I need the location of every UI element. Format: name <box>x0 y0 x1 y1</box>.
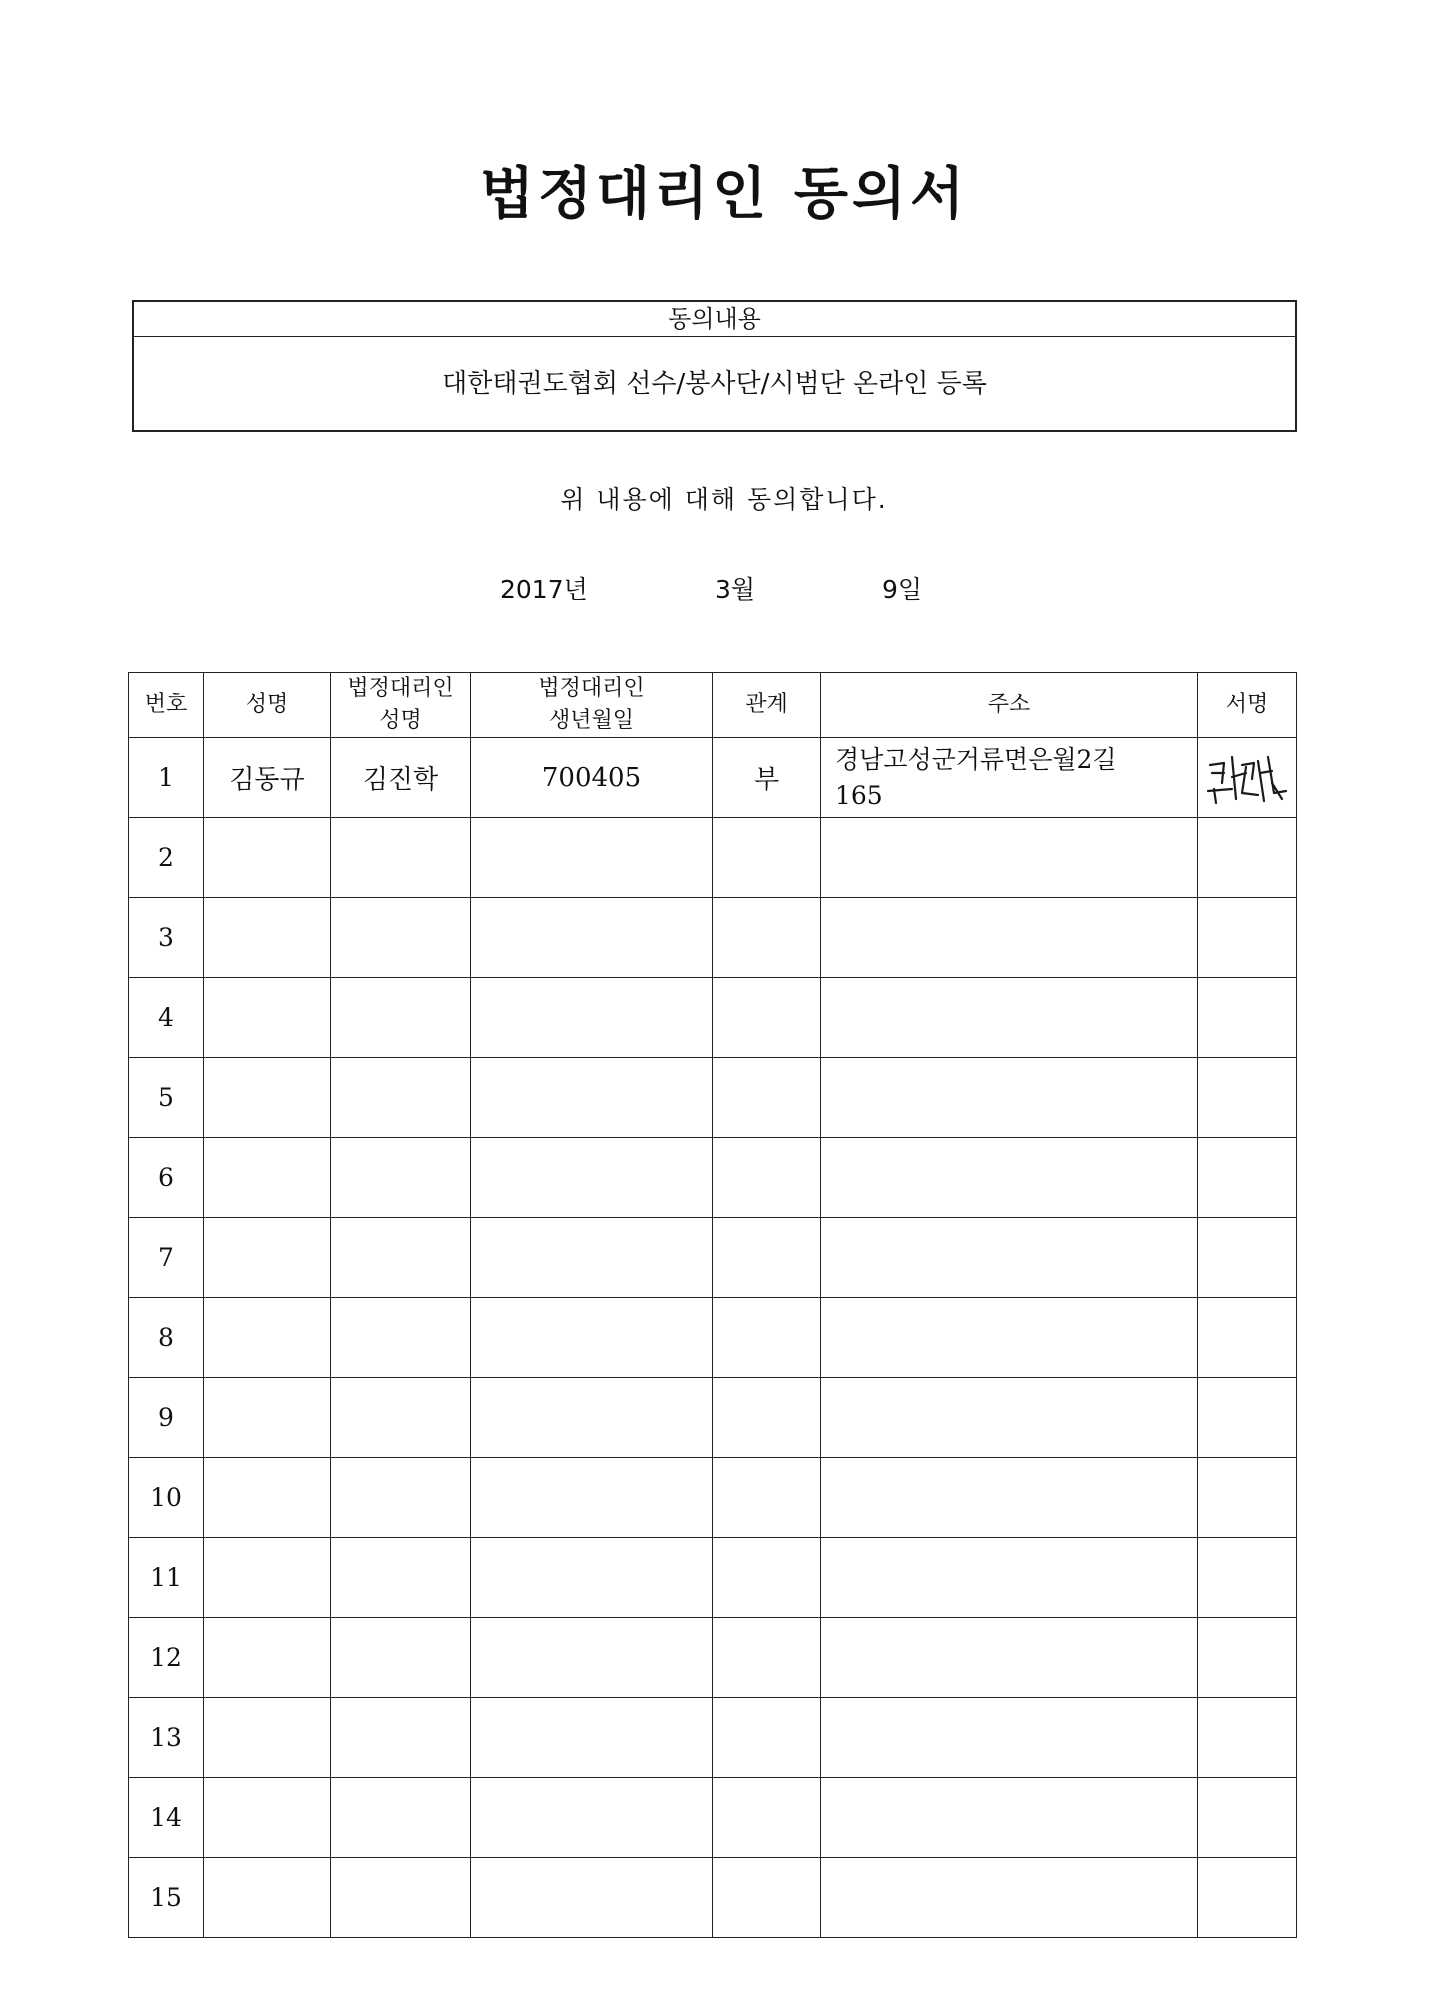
consent-header: 동의내용 <box>134 302 1295 337</box>
guardian-table <box>128 672 1297 1938</box>
row-relation <box>713 1618 821 1698</box>
header-address: 주소 <box>821 673 1198 738</box>
signature-stroke <box>1208 789 1232 803</box>
row-number: 6 <box>129 1138 204 1218</box>
row-number: 9 <box>129 1378 204 1458</box>
row-address <box>821 1858 1198 1938</box>
date-month: 3월 <box>715 575 756 604</box>
row-signature <box>1198 1298 1297 1378</box>
row-guardian-birth <box>471 1778 713 1858</box>
consent-body: 대한태권도협회 선수/봉사단/시범단 온라인 등록 <box>442 369 987 399</box>
table-row <box>129 1858 1297 1938</box>
row-name <box>204 1138 331 1218</box>
row-signature <box>1198 898 1297 978</box>
row-address-line2: 165 <box>835 780 883 810</box>
row-relation <box>713 1778 821 1858</box>
row-name <box>204 1698 331 1778</box>
row-guardian-name <box>331 1698 471 1778</box>
row-address <box>821 1378 1198 1458</box>
row-address <box>821 1218 1198 1298</box>
signature-stroke <box>1268 757 1286 799</box>
row-guardian-name <box>331 1218 471 1298</box>
agree-statement: 위 내용에 대해 동의합니다. <box>560 485 888 514</box>
row-guardian-birth <box>471 978 713 1058</box>
row-guardian-name <box>331 898 471 978</box>
row-number: 13 <box>129 1698 204 1778</box>
table-row <box>129 1458 1297 1538</box>
row-number: 10 <box>129 1458 204 1538</box>
row-address-line1: 경남고성군거류면은월2길 <box>835 744 1117 774</box>
row-name: 김동규 <box>204 738 331 818</box>
row-relation <box>713 1858 821 1938</box>
consent-box <box>132 300 1297 432</box>
row-relation <box>713 1698 821 1778</box>
header-guardian-name <box>331 673 471 738</box>
row-guardian-birth <box>471 818 713 898</box>
date-year: 2017년 <box>500 575 588 604</box>
date-day: 9일 <box>882 575 923 604</box>
row-signature <box>1198 1138 1297 1218</box>
row-signature <box>1198 1458 1297 1538</box>
table-row <box>129 1058 1297 1138</box>
row-address <box>821 1778 1198 1858</box>
row-number: 2 <box>129 818 204 898</box>
row-signature <box>1198 1618 1297 1698</box>
row-signature <box>1198 978 1297 1058</box>
document-title: 법정대리인 동의서 <box>479 161 969 227</box>
row-guardian-name <box>331 1138 471 1218</box>
row-signature <box>1198 1218 1297 1298</box>
table-row <box>129 1378 1297 1458</box>
row-relation <box>713 1538 821 1618</box>
row-guardian-name <box>331 1378 471 1458</box>
table-row <box>129 738 1297 818</box>
row-guardian-birth: 700405 <box>471 738 713 818</box>
table-header-row <box>129 673 1297 738</box>
row-guardian-name <box>331 1458 471 1538</box>
table-row <box>129 818 1297 898</box>
row-address <box>821 738 1198 818</box>
row-guardian-name <box>331 1298 471 1378</box>
row-name <box>204 818 331 898</box>
row-relation <box>713 1298 821 1378</box>
row-signature <box>1198 1698 1297 1778</box>
row-address <box>821 1138 1198 1218</box>
row-guardian-birth <box>471 1618 713 1698</box>
row-name <box>204 1378 331 1458</box>
row-number: 3 <box>129 898 204 978</box>
row-signature <box>1198 1058 1297 1138</box>
header-guardian-name-line1: 법정대리인 <box>347 676 454 701</box>
table-row <box>129 1778 1297 1858</box>
table-row <box>129 1618 1297 1698</box>
table-row <box>129 978 1297 1058</box>
row-signature <box>1198 1378 1297 1458</box>
row-guardian-name <box>331 818 471 898</box>
row-guardian-birth <box>471 898 713 978</box>
header-guardian-birth <box>471 673 713 738</box>
row-address <box>821 1298 1198 1378</box>
row-guardian-birth <box>471 1858 713 1938</box>
row-guardian-birth <box>471 1298 713 1378</box>
row-guardian-name <box>331 978 471 1058</box>
row-name <box>204 978 331 1058</box>
row-name <box>204 1538 331 1618</box>
row-name <box>204 1058 331 1138</box>
row-guardian-birth <box>471 1458 713 1538</box>
header-signature: 서명 <box>1198 673 1297 738</box>
row-relation <box>713 978 821 1058</box>
row-number: 5 <box>129 1058 204 1138</box>
row-number: 15 <box>129 1858 204 1938</box>
row-address <box>821 898 1198 978</box>
table-row <box>129 1298 1297 1378</box>
row-guardian-birth <box>471 1218 713 1298</box>
row-signature <box>1198 1858 1297 1938</box>
header-name: 성명 <box>204 673 331 738</box>
row-relation <box>713 1378 821 1458</box>
row-relation <box>713 818 821 898</box>
row-address <box>821 1698 1198 1778</box>
row-guardian-birth <box>471 1378 713 1458</box>
row-name <box>204 1858 331 1938</box>
row-address <box>821 818 1198 898</box>
row-number: 7 <box>129 1218 204 1298</box>
row-relation: 부 <box>713 738 821 818</box>
row-relation <box>713 1138 821 1218</box>
header-guardian-name-line2: 성명 <box>379 708 422 733</box>
row-address <box>821 1458 1198 1538</box>
row-relation <box>713 898 821 978</box>
row-guardian-name <box>331 1058 471 1138</box>
header-guardian-birth-line1: 법정대리인 <box>538 676 645 701</box>
row-address <box>821 1538 1198 1618</box>
row-address <box>821 978 1198 1058</box>
row-guardian-name <box>331 1858 471 1938</box>
row-guardian-name <box>331 1778 471 1858</box>
row-name <box>204 1618 331 1698</box>
table-row <box>129 898 1297 978</box>
signature-stroke <box>1210 763 1224 783</box>
row-guardian-birth <box>471 1138 713 1218</box>
row-guardian-birth <box>471 1698 713 1778</box>
header-no: 번호 <box>129 673 204 738</box>
table-row <box>129 1698 1297 1778</box>
row-signature <box>1198 818 1297 898</box>
table-row <box>129 1538 1297 1618</box>
row-name <box>204 1298 331 1378</box>
row-guardian-name <box>331 1618 471 1698</box>
row-number: 8 <box>129 1298 204 1378</box>
row-number: 1 <box>129 738 204 818</box>
header-relation: 관계 <box>713 673 821 738</box>
row-guardian-birth <box>471 1058 713 1138</box>
row-signature <box>1198 1778 1297 1858</box>
row-name <box>204 1458 331 1538</box>
row-relation <box>713 1058 821 1138</box>
row-number: 14 <box>129 1778 204 1858</box>
signature-image <box>1202 743 1292 813</box>
row-relation <box>713 1458 821 1538</box>
signature-stroke <box>1242 763 1258 795</box>
row-address <box>821 1058 1198 1138</box>
row-number: 4 <box>129 978 204 1058</box>
row-signature <box>1198 738 1297 818</box>
row-signature <box>1198 1538 1297 1618</box>
row-guardian-name: 김진학 <box>331 738 471 818</box>
row-guardian-birth <box>471 1538 713 1618</box>
row-name <box>204 1778 331 1858</box>
table-row <box>129 1138 1297 1218</box>
row-number: 11 <box>129 1538 204 1618</box>
row-number: 12 <box>129 1618 204 1698</box>
row-guardian-name <box>331 1538 471 1618</box>
header-guardian-birth-line2: 생년월일 <box>548 708 634 733</box>
table-row <box>129 1218 1297 1298</box>
row-name <box>204 1218 331 1298</box>
row-relation <box>713 1218 821 1298</box>
row-name <box>204 898 331 978</box>
row-address <box>821 1618 1198 1698</box>
